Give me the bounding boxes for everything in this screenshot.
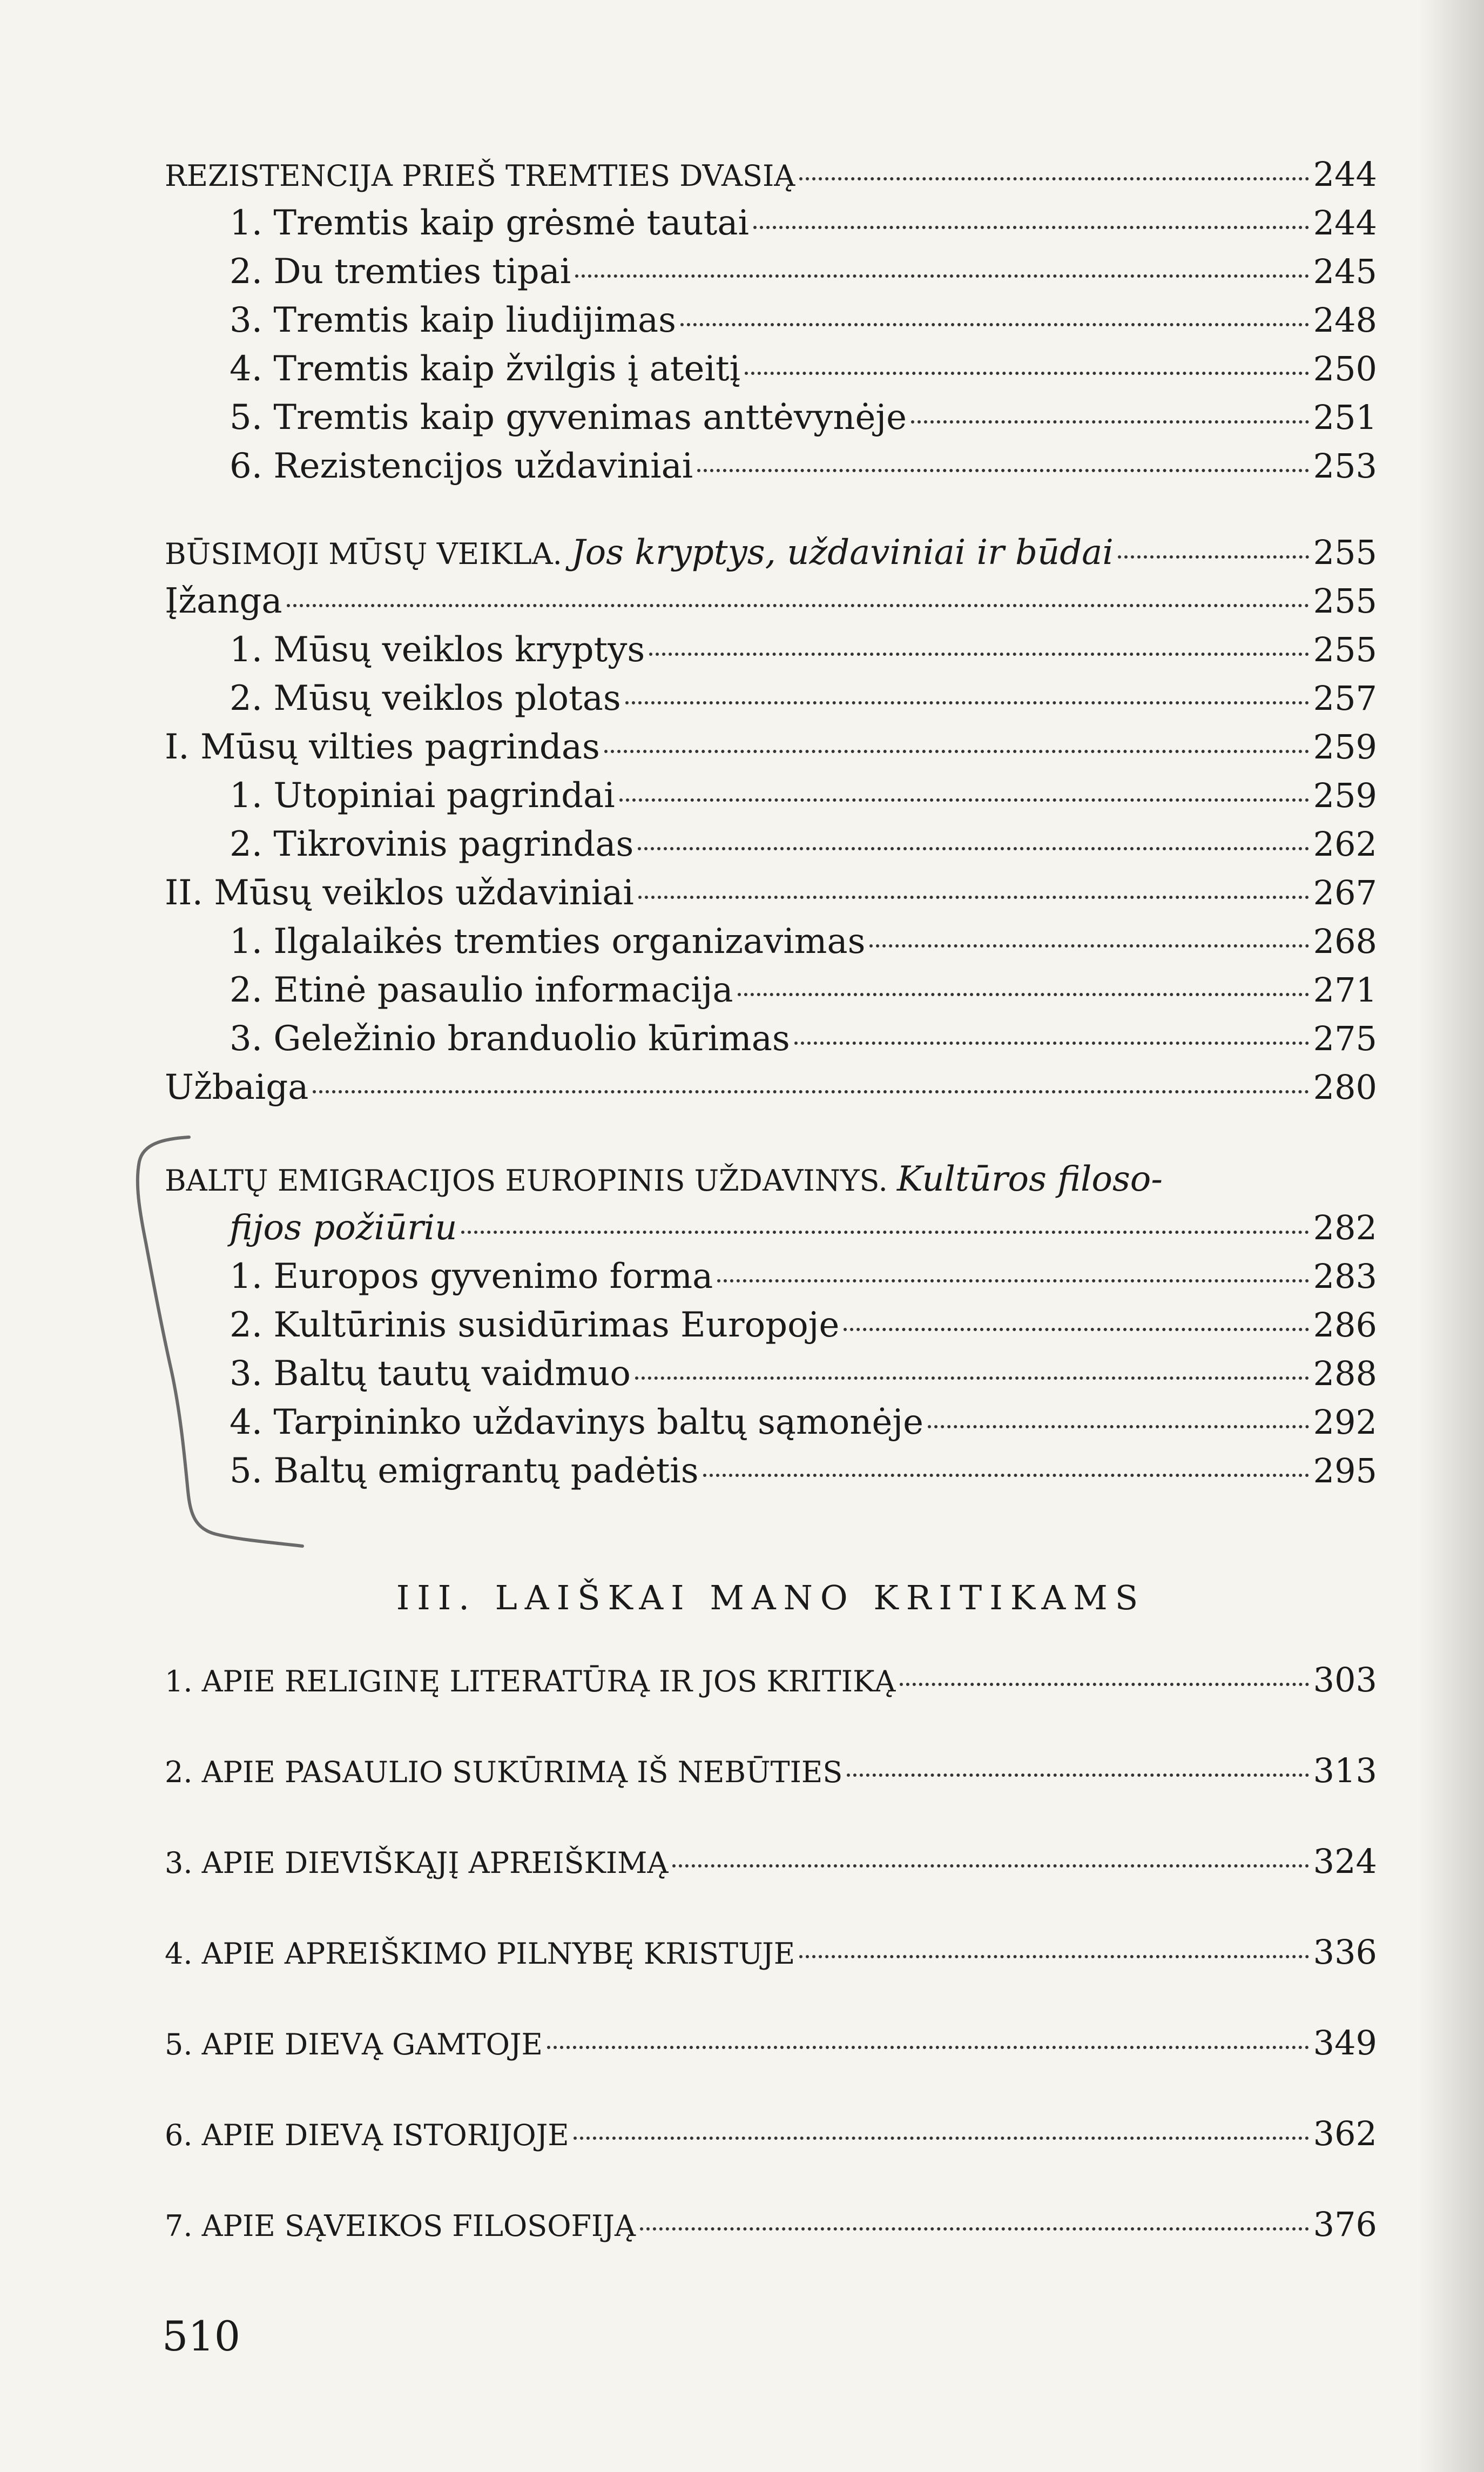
- toc-subtitle: Jos kryptys, uždaviniai ir būdai: [571, 533, 1114, 573]
- toc-section-veikla[interactable]: [165, 531, 1377, 576]
- toc-title: Užbaiga: [165, 1067, 309, 1107]
- dot-leader: [461, 1231, 1308, 1234]
- toc-item[interactable]: [230, 299, 1377, 342]
- toc-item[interactable]: [230, 396, 1377, 439]
- toc-page: 248: [1313, 300, 1377, 340]
- toc-title: 2. Kultūrinis susidūrimas Europoje: [230, 1305, 840, 1345]
- dot-leader: [794, 1042, 1309, 1045]
- toc-item[interactable]: [230, 1401, 1377, 1444]
- dot-leader: [638, 896, 1309, 899]
- toc-title: 3. Tremtis kaip liudijimas: [230, 300, 676, 340]
- dot-leader: [900, 1683, 1308, 1686]
- page-number: 510: [162, 2312, 241, 2360]
- dot-leader: [799, 1955, 1308, 1958]
- toc-item[interactable]: [230, 1304, 1377, 1347]
- toc-item[interactable]: [230, 1352, 1377, 1395]
- toc-item[interactable]: [230, 969, 1377, 1012]
- toc-page: 286: [1313, 1305, 1377, 1345]
- toc-item[interactable]: [230, 628, 1377, 671]
- toc-page: 259: [1313, 776, 1377, 815]
- toc-title: 2. Mūsų veiklos plotas: [230, 679, 621, 718]
- toc-item[interactable]: [230, 201, 1377, 245]
- toc-item[interactable]: [165, 580, 1377, 623]
- toc-title: 2. Du tremties tipai: [230, 252, 571, 292]
- toc-item[interactable]: [230, 774, 1377, 817]
- toc-title: 6. Rezistencijos uždaviniai: [230, 446, 693, 486]
- toc-page: 313: [1313, 1751, 1377, 1790]
- dot-leader: [313, 1090, 1308, 1093]
- toc-item[interactable]: [165, 1658, 1377, 1703]
- toc-item[interactable]: [230, 347, 1377, 391]
- dot-leader: [703, 1474, 1309, 1477]
- toc-page: 253: [1313, 446, 1377, 486]
- toc-page: 255: [1313, 630, 1377, 669]
- dot-leader: [753, 226, 1309, 229]
- toc-page: 349: [1313, 2023, 1377, 2063]
- toc-item[interactable]: [230, 823, 1377, 866]
- toc-section-baltu[interactable]: [230, 1206, 1377, 1250]
- toc-page: 288: [1313, 1354, 1377, 1393]
- dot-leader: [575, 274, 1308, 278]
- dot-leader: [574, 2137, 1309, 2140]
- toc-item[interactable]: [165, 2021, 1377, 2066]
- toc-item[interactable]: [165, 2203, 1377, 2248]
- toc-page: 282: [1313, 1208, 1377, 1247]
- toc-section-rezistencija[interactable]: [165, 153, 1377, 198]
- toc-page: 255: [1313, 581, 1377, 621]
- toc-item[interactable]: [165, 1931, 1377, 1976]
- dot-leader: [738, 993, 1309, 996]
- toc-item[interactable]: [165, 1066, 1377, 1109]
- dot-leader: [869, 944, 1308, 948]
- dot-leader: [745, 372, 1309, 375]
- toc-page: 271: [1313, 970, 1377, 1010]
- toc-page: 250: [1313, 349, 1377, 388]
- dot-leader: [619, 798, 1309, 802]
- toc-page: 262: [1313, 824, 1377, 864]
- dot-leader: [640, 2227, 1309, 2231]
- toc-page: 257: [1313, 679, 1377, 718]
- toc-title: 5. APIE DIEVĄ GAMTOJE: [165, 2027, 543, 2061]
- toc-title: 3. Geležinio branduolio kūrimas: [230, 1019, 790, 1059]
- toc-page: 280: [1313, 1067, 1377, 1107]
- toc-item[interactable]: [165, 1840, 1377, 1885]
- toc-page: 244: [1313, 203, 1377, 243]
- page-edge-shadow: [1419, 0, 1484, 2472]
- toc-title: 4. Tremtis kaip žvilgis į ateitį: [230, 349, 740, 389]
- dot-leader: [635, 1376, 1309, 1380]
- toc-title: 1. Utopiniai pagrindai: [230, 776, 615, 816]
- dot-leader: [287, 604, 1309, 607]
- toc-subtitle: Kultūros filoso-: [896, 1159, 1163, 1199]
- toc-title-main: BŪSIMOJI MŪSŲ VEIKLA.: [165, 537, 562, 571]
- toc-title: 2. Etinė pasaulio informacija: [230, 970, 733, 1010]
- toc-item[interactable]: [230, 920, 1377, 963]
- dot-leader: [717, 1279, 1308, 1282]
- toc-page: 303: [1313, 1660, 1377, 1700]
- dot-leader: [844, 1328, 1308, 1331]
- dot-leader: [1118, 555, 1309, 559]
- toc-item[interactable]: [230, 1449, 1377, 1493]
- dot-leader: [649, 653, 1308, 656]
- toc-title: 3. APIE DIEVIŠKĄJĮ APREIŠKIMĄ: [165, 1846, 669, 1880]
- toc-title: 1. Europos gyvenimo forma: [230, 1257, 713, 1297]
- toc-page: 245: [1313, 252, 1377, 291]
- toc-page: 244: [1313, 154, 1377, 194]
- toc-title: 2. Tikrovinis pagrindas: [230, 824, 634, 864]
- toc-item[interactable]: [165, 871, 1377, 915]
- dot-leader: [928, 1425, 1309, 1428]
- dot-leader: [672, 1864, 1308, 1868]
- toc-title: 5. Baltų emigrantų padėtis: [230, 1451, 699, 1491]
- toc-subtitle: fijos požiūriu: [230, 1208, 457, 1248]
- toc-page: 292: [1313, 1402, 1377, 1442]
- toc-title: [165, 531, 1114, 576]
- dot-leader: [638, 847, 1308, 850]
- toc-page: 268: [1313, 922, 1377, 961]
- toc-item[interactable]: [165, 2112, 1377, 2157]
- toc-page: 336: [1313, 1932, 1377, 1972]
- toc-item[interactable]: [230, 445, 1377, 488]
- dot-leader: [604, 750, 1309, 753]
- toc-title: 4. Tarpininko uždavinys baltų sąmonėje: [230, 1402, 924, 1442]
- dot-leader: [799, 177, 1308, 180]
- toc-page: 324: [1313, 1842, 1377, 1881]
- toc-title: II. Mūsų veiklos uždaviniai: [165, 873, 634, 913]
- toc-title: 4. APIE APREIŠKIMO PILNYBĘ KRISTUJE: [165, 1937, 795, 1971]
- toc-item[interactable]: [165, 1749, 1377, 1794]
- toc-item[interactable]: [165, 726, 1377, 769]
- dot-leader: [680, 323, 1309, 326]
- dot-leader: [697, 469, 1308, 472]
- toc-page: 275: [1313, 1019, 1377, 1058]
- toc-title-main: BALTŲ EMIGRACIJOS EUROPINIS UŽDAVINYS.: [165, 1164, 888, 1198]
- dot-leader: [547, 2046, 1309, 2049]
- toc-item[interactable]: [230, 1017, 1377, 1060]
- toc-title: I. Mūsų vilties pagrindas: [165, 727, 600, 767]
- toc-item[interactable]: [230, 677, 1377, 720]
- toc-title: 6. APIE DIEVĄ ISTORIJOJE: [165, 2118, 569, 2152]
- toc-page: 255: [1313, 533, 1377, 572]
- toc-page: 362: [1313, 2114, 1377, 2153]
- toc-title: 1. Tremtis kaip grėsmė tautai: [230, 203, 749, 243]
- toc-title: [230, 1206, 457, 1250]
- toc-page: 251: [1313, 398, 1377, 437]
- toc-title: 7. APIE SĄVEIKOS FILOSOFIJĄ: [165, 2209, 636, 2243]
- dot-leader: [625, 701, 1309, 704]
- toc-title: 5. Tremtis kaip gyvenimas anttėvynėje: [230, 398, 907, 438]
- toc-title: 2. APIE PASAULIO SUKŪRIMĄ IŠ NEBŪTIES: [165, 1755, 843, 1789]
- toc-title: REZISTENCIJA PRIEŠ TREMTIES DVASIĄ: [165, 159, 795, 193]
- toc-page: 267: [1313, 873, 1377, 912]
- toc-section-baltu-title[interactable]: [165, 1158, 1163, 1203]
- toc-page: 259: [1313, 727, 1377, 767]
- part-heading: III. LAIŠKAI MANO KRITIKAMS: [396, 1578, 1146, 1617]
- toc-page: 295: [1313, 1451, 1377, 1490]
- toc-page: 283: [1313, 1257, 1377, 1296]
- toc-title: 1. Ilgalaikės tremties organizavimas: [230, 922, 866, 962]
- toc-title: Įžanga: [165, 581, 282, 621]
- toc-title: 1. Mūsų veiklos kryptys: [230, 630, 645, 670]
- dot-leader: [847, 1774, 1308, 1777]
- toc-title: 1. APIE RELIGINĘ LITERATŪRĄ IR JOS KRITIKĄ: [165, 1664, 896, 1698]
- dot-leader: [911, 420, 1309, 424]
- toc-item[interactable]: [230, 250, 1377, 293]
- toc-page: 376: [1313, 2205, 1377, 2244]
- toc-item[interactable]: [230, 1255, 1377, 1298]
- toc-title: 3. Baltų tautų vaidmuo: [230, 1354, 631, 1394]
